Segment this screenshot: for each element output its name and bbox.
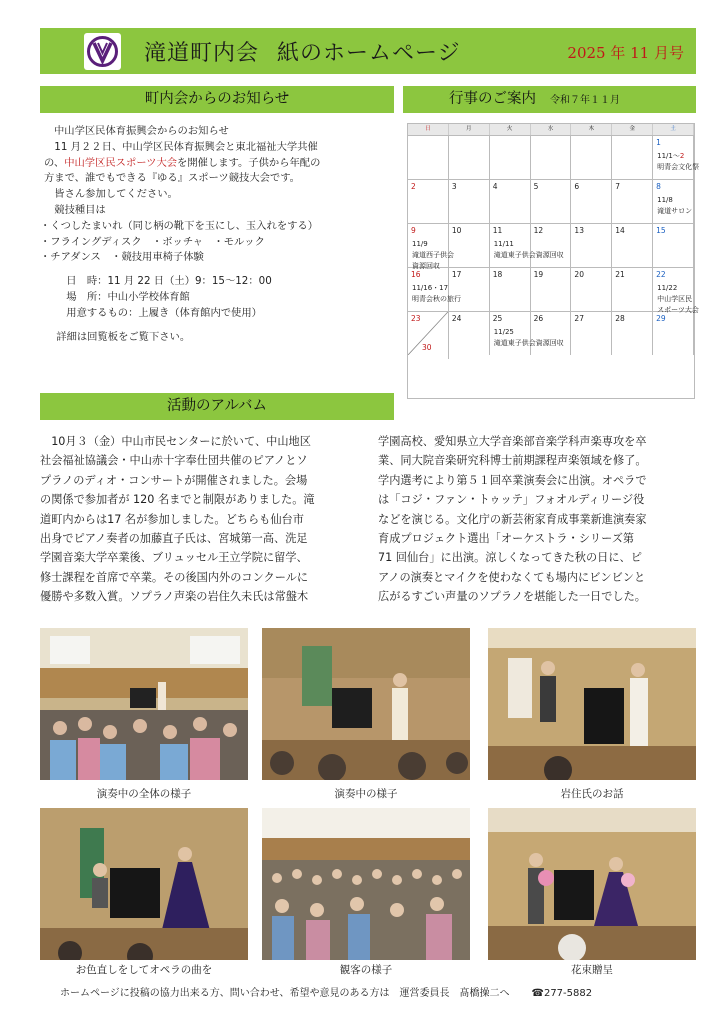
album-text-line: の関係で参加者が 120 名までと制限がありました。滝 [40,493,315,507]
sports-event-name: 中山学区民スポーツ大会 [64,156,178,169]
notice-text: の、 [44,156,65,169]
calendar-day-cell [612,135,653,179]
photo-whole-performance [40,628,248,780]
day-number: 7 [615,182,621,191]
album-text-line: 学内選考により第５１回卒業演奏会に出演。オペラで [378,473,647,487]
calendar-day-cell [612,223,653,267]
calendar-grid [408,135,700,355]
day-number: 25 [492,314,503,323]
album-text-line: 育成プロジェクト選出「オーケストラ・シリーズ第 [378,532,635,546]
notice-line: 11 月２２日、中山学区民体育振興会と東北福祉大学共催 [44,140,318,153]
notice-heading: 町内会からのお知らせ [40,86,394,113]
day-number: 29 [656,314,666,323]
day-number: 9 [411,226,416,235]
day-number: 24 [451,314,462,323]
weekday-label: 木 [571,124,612,135]
album-text-line: 71 回仙台」に出演。涼しくなってきた秋の日に、ピ [378,551,642,565]
publication-name: 紙のホームページ [277,41,461,66]
page-title [144,36,479,67]
calendar-day-cell [571,267,612,311]
events-heading [403,86,696,113]
day-number: 5 [533,182,539,191]
photo-caption: 花束贈呈 [571,964,613,976]
photo-performance [262,628,470,780]
notice-text: を開催します。子供から年配の [177,156,321,169]
calendar-day-cell [653,311,694,355]
album-text-line: 修士課程を首席で卒業。その後国内外のコンクールに [40,570,309,584]
photo-caption: 観客の様子 [339,964,393,976]
photo-talk [488,628,696,780]
contact-phone: ☎277-5882 [531,988,593,999]
day-number: 28 [615,314,625,323]
album-text-line: は「コジ・ファン・トゥッテ」フォオルディリージ役 [378,493,645,507]
notice-line: 競技種目は [44,203,106,216]
association-name: 滝道町内会 [144,41,260,66]
calendar-day-cell [449,135,490,179]
day-number: 19 [533,270,544,279]
album-text-line: 社会福祉協議会・中山赤十字奉仕団共催のピアノとソ [40,454,308,468]
day-number: 2 [411,182,416,191]
page-header [40,28,696,74]
day-number: 1 [656,138,661,147]
calendar-day-cell [449,311,490,355]
notice-line: 方まで、誰でもできる『ゆる』スポーツ競技大会です。 [44,172,300,185]
notice-line: ・チアダンス ・競技用車椅子体験 [40,251,204,264]
photo-caption: 演奏中の様子 [334,788,398,800]
weekday-label: 月 [449,124,490,135]
notice-body [40,124,394,345]
day-number: 6 [574,182,580,191]
photo-bouquet [488,808,696,960]
calendar-day-cell [531,267,572,311]
contact-text: ホームページに投稿の協力出来る方、問い合わせ、希望や意見のある方は 運営委員長 髙橋操二へ [60,988,510,999]
contact-footer [60,984,700,999]
notice-date: 日 時：11 月 22 日（土）9：15～12：00 [56,275,272,288]
calendar-day-cell [531,179,572,223]
calendar-event: 11/22 中山学区民 スポーツ大会 [657,284,699,314]
calendar-event: 11/11 滝道東子供会資源回収 [493,240,564,259]
notice-place: 場 所：中山小学校体育館 [56,290,190,303]
calendar-day-cell [449,179,490,223]
album-text-line: 優勝や多数入賞。ソプラノ声楽の岩住久未氏は常盤木 [40,590,309,604]
album-heading: 活動のアルバム [40,393,394,420]
day-number: 21 [615,270,625,279]
calendar-day-cell [612,311,653,355]
day-number: 26 [533,314,544,323]
calendar-day-cell [408,267,461,311]
calendar-day-cell [653,223,694,267]
calendar-day-cell [408,223,454,270]
album-text-line: 学園音楽大学卒業後、ブリュッセル王立学院に留学、 [40,551,308,565]
events-month: 令和７年１１月 [550,95,620,106]
calendar-event: 11/25 滝道東子供会資源回収 [493,328,564,347]
calendar-day-cell [612,179,653,223]
photo-caption: お色直しをしてオペラの曲を [75,964,213,976]
calendar-weekday-row [408,124,694,135]
notice-line: ・くつしたまいれ（同じ柄の靴下を玉にし、玉入れをする） [40,219,319,232]
day-number: 8 [656,182,661,191]
calendar-event: 11/16・17 明青会秋の旅行 [412,284,461,303]
town-emblem-logo [84,33,121,70]
notice-line: 皆さん参加してください。 [44,188,178,201]
photo-caption: 岩住氏のお話 [560,788,624,800]
calendar-day-cell [571,135,612,179]
calendar-day-cell [408,343,449,359]
day-number: 16 [411,270,421,279]
calendar-event: 11/9 滝道西子供会 資源回収 [412,240,454,270]
notice-line: 詳細は回覧板をご覧下さい。 [46,330,191,343]
day-number: 15 [656,226,666,235]
calendar-day-cell [531,135,572,179]
album-text-line: 業、同大院音楽研究科博士前期課程声楽領域を修了。 [378,454,647,468]
album-text-line: プラノのディオ・コンサートが開催されました。会場 [40,473,308,487]
day-number: 27 [574,314,584,323]
photo-caption: 演奏中の全体の様子 [96,788,192,800]
album-text-line: 10月３（金）中山市民センターに於いて、中山地区 [40,435,311,448]
day-number: 17 [451,270,462,279]
calendar-event: 11/1～2 明青会文化祭 [657,152,700,171]
calendar-day-cell [490,135,531,179]
day-number: 10 [451,226,462,235]
calendar-day-cell [571,179,612,223]
day-number: 20 [574,270,584,279]
weekday-label: 水 [531,124,572,135]
day-number: 3 [451,182,457,191]
album-text-line: などを演じる。文化庁の新芸術家育成事業新進演奏家 [378,512,647,526]
album-text-line: アノの演奏とマイクを使わなくても場内にビンビンと [378,570,646,584]
weekday-label: 火 [490,124,531,135]
events-title: 行事のご案内 [449,91,536,107]
day-number: 18 [492,270,503,279]
day-number: 13 [574,226,584,235]
photo-opera-dress [40,808,248,960]
album-text-left [40,432,360,607]
day-number: 11 [492,226,503,235]
album-text-line: 出身でピアノ奏者の加藤直子氏は、宮城第一高、洗足 [40,532,308,546]
photo-audience [262,808,470,960]
calendar-day-cell [653,179,694,223]
notice-line: ・フライングディスク ・ボッチャ ・モルック [40,235,265,248]
day-number: 12 [533,226,544,235]
notice-line-highlight [44,156,394,172]
weekday-label: 金 [612,124,653,135]
album-text-right [378,432,698,607]
notice-line: 中山学区民体育振興会からのお知らせ [54,125,229,137]
event-calendar [407,123,700,399]
calendar-day-cell [653,267,699,314]
album-text-line: 学園高校、愛知県立大学音楽部音楽学科声楽専攻を卒 [378,435,647,448]
weekday-label: 土 [653,124,694,135]
calendar-day-cell [653,135,700,179]
day-number: 22 [656,270,666,279]
album-text-line: 道町内からは17 名が参加しました。どちらも仙台市 [40,512,304,526]
issue-date: 2025 年 11 月号 [567,44,684,62]
calendar-day-cell [490,179,531,223]
calendar-day-cell [408,135,449,179]
notice-items: 用意するもの：上履き（体育館内で使用） [56,306,262,319]
calendar-day-cell [612,267,653,311]
day-number: 23 [411,314,421,323]
album-text-line: 広がるすごい声量のソプラノを堪能した一日でした。 [378,590,646,604]
calendar-day-cell [408,179,449,223]
day-number: 14 [615,226,625,235]
weekday-label: 日 [408,124,449,135]
day-number: 4 [492,182,498,191]
day-number: 30 [422,343,432,352]
calendar-event: 11/8 滝道サロン [657,196,693,215]
